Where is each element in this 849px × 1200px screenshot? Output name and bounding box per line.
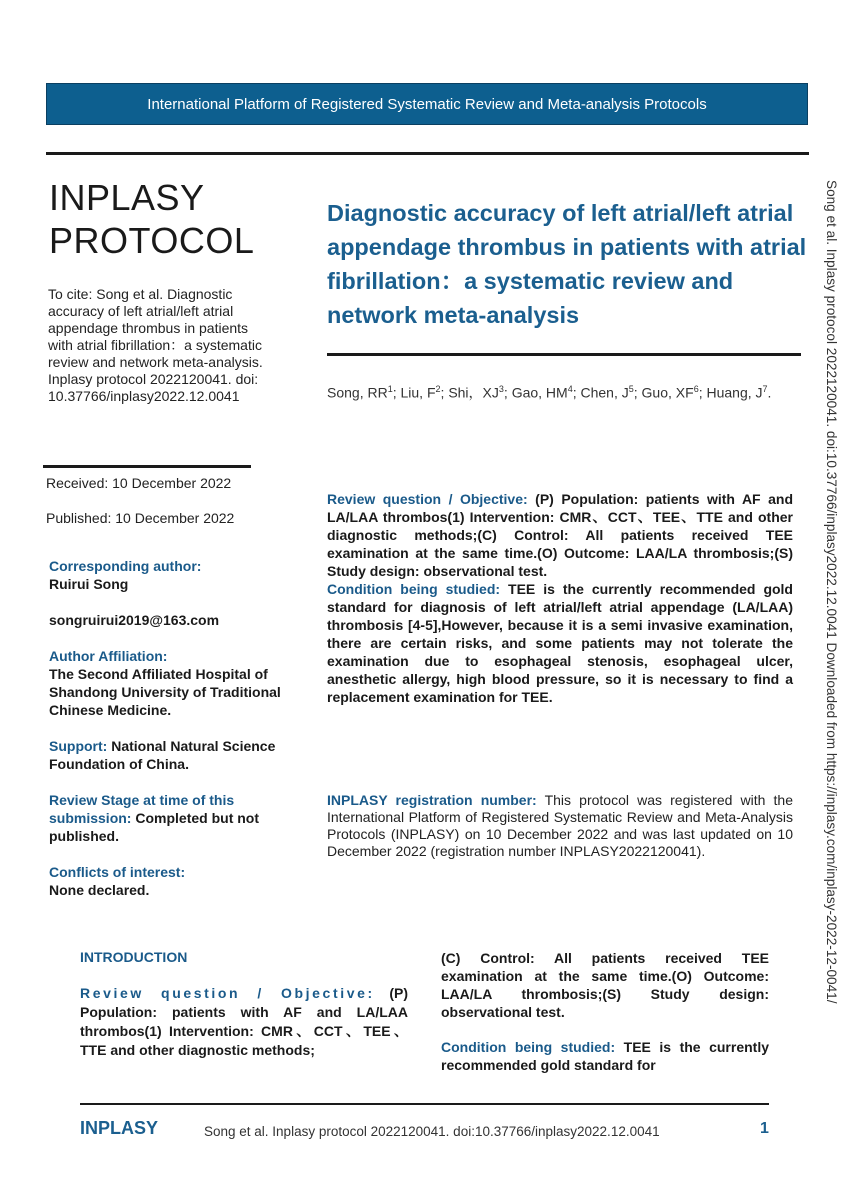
protocol-heading-line2: PROTOCOL	[49, 220, 255, 261]
review-question-text: (P) Population: patients with AF and LA/LAA thrombos(1) Intervention: CMR、CCT、TEE、TTE and other diagnostic methods;(C) Control: All patients received TEE examination at the same time.(O) Outcome: LAA/LA thrombosis;(S) Study design: observational test.	[327, 491, 793, 579]
paper-title: Diagnostic accuracy of left atrial/left atrial appendage thrombus in patients with atrial fibrillation：a systematic review and network meta-analysis	[327, 200, 807, 328]
conflicts-label: Conflicts of interest:	[49, 864, 186, 880]
published-date: Published: 10 December 2022	[46, 510, 235, 526]
author-separator: ;	[572, 384, 581, 401]
author-affiliation-number: 5	[628, 384, 634, 394]
author-separator: ;	[503, 384, 512, 401]
author-name: Chen, J	[580, 384, 629, 401]
email-block	[49, 611, 284, 629]
protocol-heading-line1: INPLASY	[49, 177, 205, 218]
intro-column-left	[80, 949, 408, 1060]
intro-control-text: (C) Control: All patients received TEE examination at the same time.(O) Outcome: LAA/LA thrombosis;(S) Study design: observational test.	[441, 950, 769, 1020]
author-separator: ;	[698, 384, 707, 401]
banner	[46, 83, 808, 125]
support-label: Support:	[49, 738, 108, 754]
affiliation-text: The Second Affiliated Hospital of Shandong University of Traditional Chinese Medicine.	[49, 666, 281, 718]
footer-rule	[80, 1103, 769, 1105]
author-separator: ;	[392, 384, 401, 401]
author-separator: ;	[440, 384, 449, 401]
review-stage-label: Review Stage at time of this submission:	[49, 792, 235, 826]
author-email[interactable]: songruirui2019@163.com	[49, 612, 220, 628]
intro-review-question	[80, 984, 408, 1060]
author-separator: .	[767, 384, 772, 401]
page-number: 1	[760, 1120, 769, 1137]
registration-text: This protocol was registered with the International Platform of Registered Systematic Review and Meta-Analysis Protocols (INPLASY) on 10 December 2022 and was last updated on 10 December 2022 (registration number INPLASY2022120041).	[327, 792, 794, 859]
abstract-review-question	[327, 490, 793, 580]
received-date: Received: 10 December 2022	[46, 475, 232, 491]
affiliation-label: Author Affiliation:	[49, 648, 168, 664]
intro-condition-label: Condition being studied:	[441, 1039, 616, 1055]
author-affiliation-number: 2	[435, 384, 441, 394]
support-block	[49, 737, 284, 773]
author-affiliation-number: 3	[498, 384, 504, 394]
corresponding-author-name: Ruirui Song	[49, 576, 129, 592]
abstract-block	[327, 490, 793, 706]
citation-block: To cite: Song et al. Diagnostic accuracy of left atrial/left atrial appendage thrombus in patients with atrial fibrillation：a systematic review and network meta-analysis. Inplasy protocol 2022120041. doi: 10.37766/inplasy2022.12.0041	[48, 286, 263, 404]
banner-text: International Platform of Registered Systematic Review and Meta-analysis Protocols	[147, 95, 707, 113]
protocol-heading	[49, 176, 254, 262]
title-rule	[327, 353, 801, 356]
review-question-label: Review question / Objective:	[327, 491, 528, 507]
affiliation-block	[49, 647, 284, 719]
author-affiliation-number: 7	[762, 384, 768, 394]
author-name: Liu, F	[400, 384, 436, 401]
left-rule	[43, 465, 251, 468]
author-name: Shi，XJ	[448, 384, 499, 401]
support-text: National Natural Science Foundation of China.	[49, 738, 276, 772]
author-affiliation-number: 6	[693, 384, 699, 394]
footer-brand: INPLASY	[80, 1118, 159, 1138]
author-separator: ;	[633, 384, 642, 401]
author-name: Huang, J	[706, 384, 763, 401]
review-stage-block	[49, 791, 284, 845]
corresponding-author-block	[49, 557, 284, 593]
condition-text: TEE is the currently recommended gold standard for diagnosis of left atrial/left atrial appendage (LA/LAA) thrombosis [4-5],However, because it is a semi invasive examination, there are certain risks, and some patients may not tolerate the examination due to esophageal stenosis, esophageal ulcer, anesthetic allergy, high blood pressure, so it is necessary to find a replacement examination for TEE.	[327, 581, 793, 705]
intro-condition-text: TEE is the currently recommended gold standard for	[441, 1039, 769, 1073]
introduction-heading: INTRODUCTION	[80, 949, 188, 965]
intro-column-right	[441, 949, 769, 1074]
author-affiliation-number: 4	[567, 384, 573, 394]
intro-review-label: Review question / Objective:	[80, 985, 375, 1001]
corresponding-author-label: Corresponding author:	[49, 558, 202, 574]
registration-label: INPLASY registration number:	[327, 792, 537, 808]
author-list	[327, 380, 793, 403]
author-name: Song, RR	[327, 384, 388, 401]
author-name: Gao, HM	[511, 384, 568, 401]
top-rule	[46, 152, 809, 155]
conflicts-text: None declared.	[49, 882, 150, 898]
author-affiliation-number: 1	[387, 384, 393, 394]
intro-condition	[441, 1038, 769, 1074]
condition-label: Condition being studied:	[327, 581, 501, 597]
sidebar-info	[49, 557, 284, 917]
abstract-condition	[327, 580, 793, 706]
conflicts-block	[49, 863, 284, 899]
author-name: Guo, XF	[641, 384, 694, 401]
download-margin-note: Song et al. Inplasy protocol 2022120041. doi:10.37766/inplasy2022.12.0041 Downloaded from https://inplasy.com/inplasy-2022-12-0041/	[824, 180, 839, 1004]
review-stage-text: Completed but not published.	[49, 810, 260, 844]
registration-block	[327, 792, 793, 860]
footer-citation: Song et al. Inplasy protocol 2022120041. doi:10.37766/inplasy2022.12.0041	[204, 1124, 660, 1139]
intro-review-text: (P) Population: patients with AF and LA/LAA thrombos(1) Intervention: CMR、CCT、TEE、TTE and other diagnostic methods;	[80, 985, 408, 1058]
